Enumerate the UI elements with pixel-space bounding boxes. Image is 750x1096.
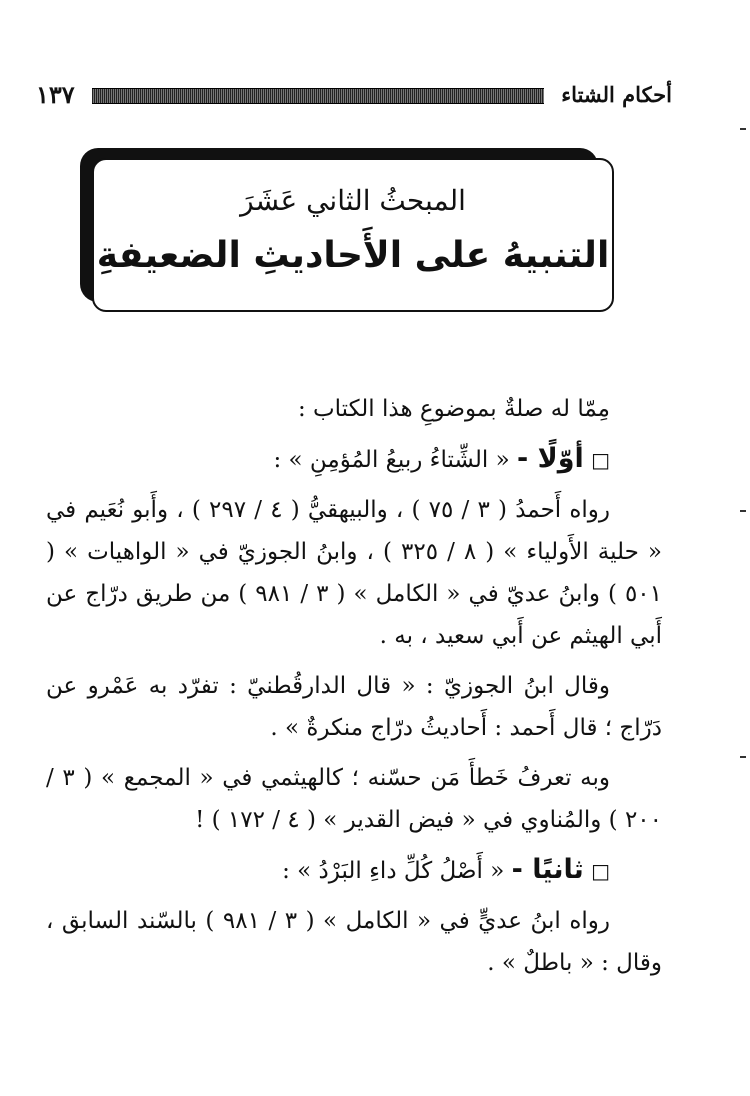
- item-hadith: « الشِّتاءُ ربيعُ المُؤمِنِ » :: [273, 447, 510, 473]
- paragraph: رواه ابنُ عديٍّ في « الكامل » ( ٣ / ٩٨١ ) بالسّند السابق ، وقال : « باطلٌ » .: [46, 908, 662, 976]
- scan-edge-mark: [740, 510, 746, 512]
- item-label: ثانيًا -: [511, 854, 584, 885]
- section-number: المبحثُ الثاني عَشَرَ: [240, 184, 466, 217]
- square-bullet-icon: □: [591, 859, 610, 883]
- paragraph: وبه تعرفُ خَطأَ مَن حسّنه ؛ كالهيثمي في « المجمع » ( ٣ / ٢٠٠ ) والمُناوي في « فيض القدير » ( ٤ / ١٧٢ ) !: [46, 765, 662, 833]
- section-title: التنبيهُ على الأَحاديثِ الضعيفةِ: [96, 235, 610, 276]
- intro-paragraph: مِمّا له صلةٌ بموضوعِ هذا الكتاب :: [297, 396, 610, 422]
- scan-edge-mark: [740, 756, 746, 758]
- running-title: أحكام الشتاء: [561, 82, 672, 107]
- item-heading-second: [46, 849, 662, 892]
- body-text: [46, 388, 662, 992]
- scan-edge-mark: [740, 128, 746, 130]
- item-hadith: « أَصْلُ كُلِّ داءِ البَرْدُ » :: [282, 858, 505, 884]
- item-label: أوّلًا -: [517, 443, 584, 474]
- paragraph: رواه أَحمدُ ( ٣ / ٧٥ ) ، والبيهقيُّ ( ٤ / ٢٩٧ ) ، وأَبو نُعَيم في « حلية الأَولياء » ( ٨ / ٣٢٥ ) ، وابنُ الجوزيّ في « الواهيات » ( ٥٠١ ) وابنُ عديّ في « الكامل » ( ٣ / ٩٨١ ) من طريق درّاج عن أَبي الهيثم عن أَبي سعيد ، به .: [46, 497, 662, 649]
- section-title-box: [92, 158, 614, 312]
- page-header: [36, 78, 672, 114]
- header-rule: [92, 88, 544, 104]
- square-bullet-icon: □: [591, 448, 610, 472]
- paragraph: وقال ابنُ الجوزيّ : « قال الدارقُطنيّ : تفرّد به عَمْرو عن دَرّاج ؛ قال أَحمد : أَحاديثُ درّاج منكرةٌ » .: [46, 673, 662, 741]
- item-heading-first: [46, 438, 662, 481]
- page-number: ١٣٧: [36, 80, 75, 109]
